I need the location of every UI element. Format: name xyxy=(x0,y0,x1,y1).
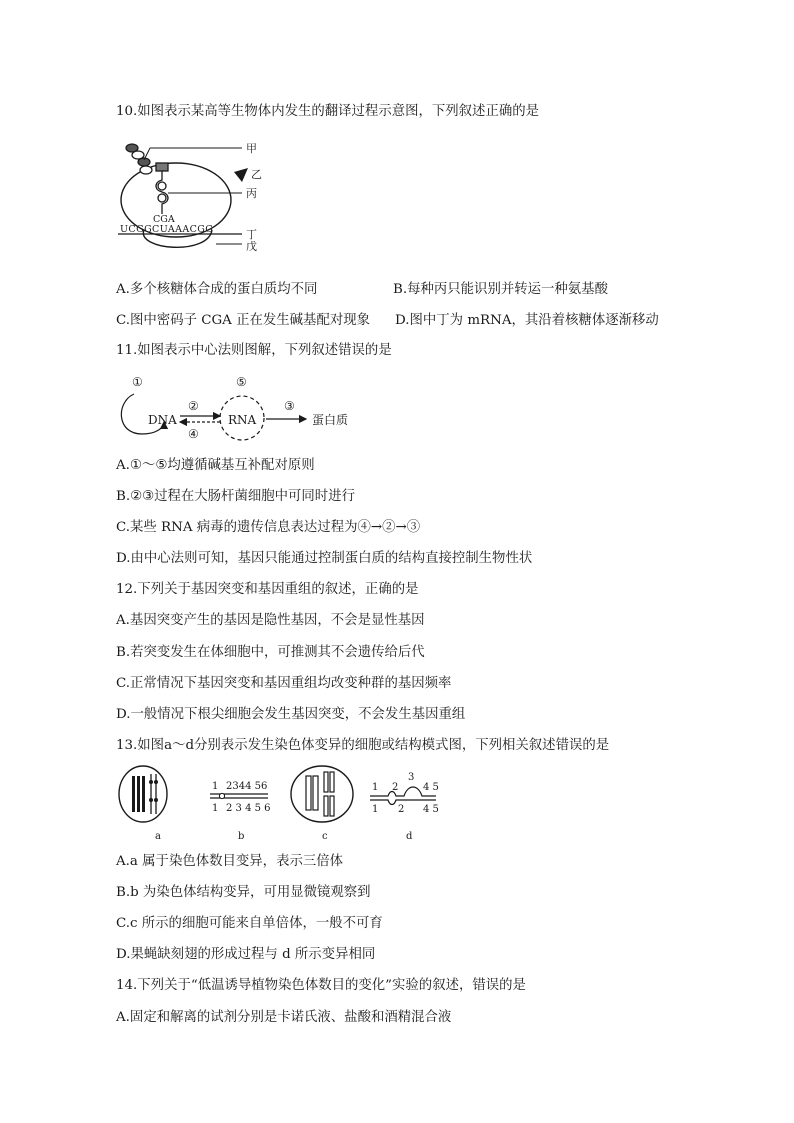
q10-option-b: B.每种丙只能识别并转运一种氨基酸 xyxy=(393,282,608,297)
chromosome-b xyxy=(210,793,268,798)
q12-option-a: A.基因突变产生的基因是隐性基因，不会是显性基因 xyxy=(116,613,425,628)
q10-option-d: D.图中丁为 mRNA，其沿着核糖体逐渐移动 xyxy=(395,313,659,328)
caption-d: d xyxy=(406,831,413,842)
anticodon-text: CGA xyxy=(153,214,175,225)
arrowhead-icon xyxy=(234,168,248,182)
caption-c: c xyxy=(322,831,328,842)
translation-diagram xyxy=(116,138,276,258)
q10-option-c: C.图中密码子 CGA 正在发生碱基配对现象 xyxy=(116,313,371,328)
label-jia: 甲 xyxy=(246,142,257,155)
q12-stem: 12.下列关于基因突变和基因重组的叙述，正确的是 xyxy=(116,582,419,597)
trna-structure xyxy=(156,163,168,214)
d-top-right: 4 5 xyxy=(423,782,439,793)
q13-option-c: C.c 所示的细胞可能来自单倍体，一般不可育 xyxy=(116,916,383,931)
mrna-sequence: UCGGCUAAACGG xyxy=(120,224,214,235)
label-yi: 乙 xyxy=(251,168,262,181)
label-4: ④ xyxy=(188,427,199,441)
caption-a: a xyxy=(155,831,161,842)
q13-stem: 13.如图a～d分别表示发生染色体变异的细胞或结构模式图，下列相关叙述错误的是 xyxy=(116,738,610,753)
q13-option-a: A.a 属于染色体数目变异，表示三倍体 xyxy=(116,854,344,869)
label-2: ② xyxy=(188,399,199,413)
q11-option-c: C.某些 RNA 病毒的遗传信息表达过程为④→②→③ xyxy=(116,520,421,535)
b-one-top: 1 xyxy=(212,781,219,792)
d-top-loop: 3 xyxy=(408,772,415,783)
q11-option-a: A.①～⑤均遵循碱基互补配对原则 xyxy=(116,458,315,473)
b-one-bottom: 1 xyxy=(212,803,219,814)
label-3: ③ xyxy=(284,399,295,413)
q10-option-a: A.多个核糖体合成的蛋白质均不同 xyxy=(116,282,318,297)
d-bot-left: 1 xyxy=(372,804,379,815)
central-dogma-diagram xyxy=(116,372,366,444)
label-5: ⑤ xyxy=(236,375,247,389)
q12-option-b: B.若突变发生在体细胞中，可推测其不会遗传给后代 xyxy=(116,645,425,660)
label-bing: 丙 xyxy=(246,187,257,200)
peptide-chain xyxy=(126,144,152,174)
q10-stem: 10.如图表示某高等生物体内发生的翻译过程示意图，下列叙述正确的是 xyxy=(116,104,540,119)
q12-option-d: D.一般情况下根尖细胞会发生基因突变，不会发生基因重组 xyxy=(116,707,466,722)
q14-stem: 14.下列关于“低温诱导植物染色体数目的变化”实验的叙述，错误的是 xyxy=(116,978,526,993)
q11-stem: 11.如图表示中心法则图解，下列叙述错误的是 xyxy=(116,343,392,358)
q13-option-b: B.b 为染色体结构变异，可用显微镜观察到 xyxy=(116,885,371,900)
dna-label: DNA xyxy=(148,413,177,427)
label-1: ① xyxy=(132,375,143,389)
cell-c xyxy=(291,766,353,822)
q12-option-c: C.正常情况下基因突变和基因重组均改变种群的基因频率 xyxy=(116,676,452,691)
q14-option-a: A.固定和解离的试剂分别是卡诺氏液、盐酸和酒精混合液 xyxy=(116,1010,452,1025)
d-bot-right: 4 5 xyxy=(423,804,439,815)
cell-a xyxy=(119,766,167,822)
rna-label: RNA xyxy=(228,413,257,427)
q13-option-d: D.果蝇缺刻翅的形成过程与 d 所示变异相同 xyxy=(116,947,376,962)
q11-option-b: B.②③过程在大肠杆菌细胞中可同时进行 xyxy=(116,489,355,504)
d-top-left: 1 xyxy=(372,782,379,793)
b-top-numbers: 2344 56 xyxy=(226,781,268,792)
label-ding: 丁 xyxy=(246,228,257,241)
protein-label: 蛋白质 xyxy=(312,413,349,427)
d-bot-mid: 2 xyxy=(398,804,405,815)
chromosome-variation-diagram xyxy=(118,764,448,844)
q11-option-d: D.由中心法则可知，基因只能通过控制蛋白质的结构直接控制生物性状 xyxy=(116,551,533,566)
label-wu: 戊 xyxy=(246,240,257,253)
d-top-mid: 2 xyxy=(392,782,399,793)
b-bottom-numbers: 2 3 4 5 6 xyxy=(226,803,271,814)
caption-b: b xyxy=(238,831,245,842)
